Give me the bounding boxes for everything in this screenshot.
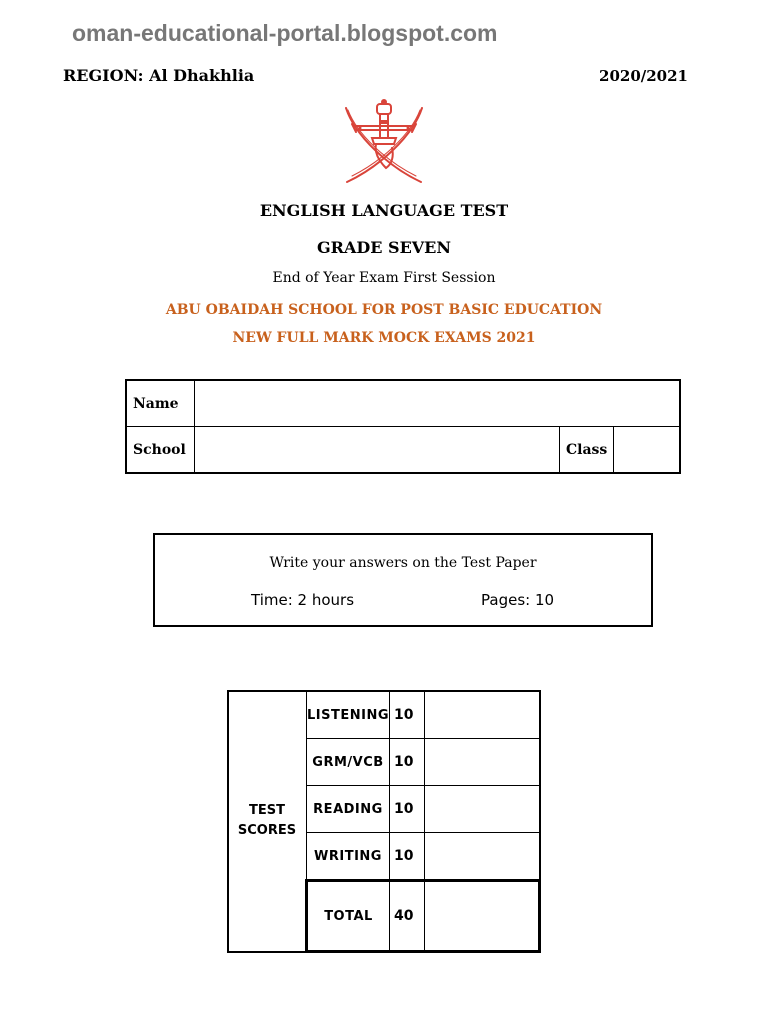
score-label-reading: READING <box>307 786 390 833</box>
grade-title: GRADE SEVEN <box>317 238 451 257</box>
student-info-form <box>125 379 681 474</box>
class-field[interactable] <box>614 427 680 474</box>
school-field[interactable] <box>195 427 560 474</box>
time-allowed: Time: 2 hours <box>251 591 355 609</box>
score-max-total: 40 <box>390 881 425 952</box>
mock-title: NEW FULL MARK MOCK EXAMS 2021 <box>232 330 536 346</box>
score-field-grammar[interactable] <box>425 739 540 786</box>
class-label: Class <box>560 427 614 474</box>
score-field-reading[interactable] <box>425 786 540 833</box>
emblem-icon <box>336 98 432 186</box>
name-field[interactable] <box>195 380 681 427</box>
score-field-total[interactable] <box>425 881 540 952</box>
side-label-line1: TEST <box>249 803 285 819</box>
session-title: End of Year Exam First Session <box>272 270 496 286</box>
school-title: ABU OBAIDAH SCHOOL FOR POST BASIC EDUCATION <box>165 302 603 318</box>
test-scores-table <box>227 690 541 953</box>
score-label-grammar: GRM/VCB <box>307 739 390 786</box>
test-title: ENGLISH LANGUAGE TEST <box>259 201 509 220</box>
instruction-text: Write your answers on the Test Paper <box>269 555 537 571</box>
region-label: REGION: Al Dhakhlia <box>63 66 255 85</box>
instructions-box <box>153 533 653 627</box>
watermark-url: oman-educational-portal.blogspot.com <box>72 20 498 46</box>
academic-year: 2020/2021 <box>599 67 688 85</box>
name-label: Name <box>126 380 195 427</box>
score-label-total: TOTAL <box>307 881 390 952</box>
score-field-listening[interactable] <box>425 691 540 739</box>
score-max-listening: 10 <box>390 691 425 739</box>
score-label-writing: WRITING <box>307 833 390 881</box>
page-count: Pages: 10 <box>481 591 555 609</box>
score-label-listening: LISTENING <box>307 691 390 739</box>
score-field-writing[interactable] <box>425 833 540 881</box>
score-max-reading: 10 <box>390 786 425 833</box>
side-label-line2: SCORES <box>237 823 297 839</box>
score-max-writing: 10 <box>390 833 425 881</box>
school-label: School <box>126 427 195 474</box>
test-scores-label <box>228 691 307 952</box>
score-max-grammar: 10 <box>390 739 425 786</box>
